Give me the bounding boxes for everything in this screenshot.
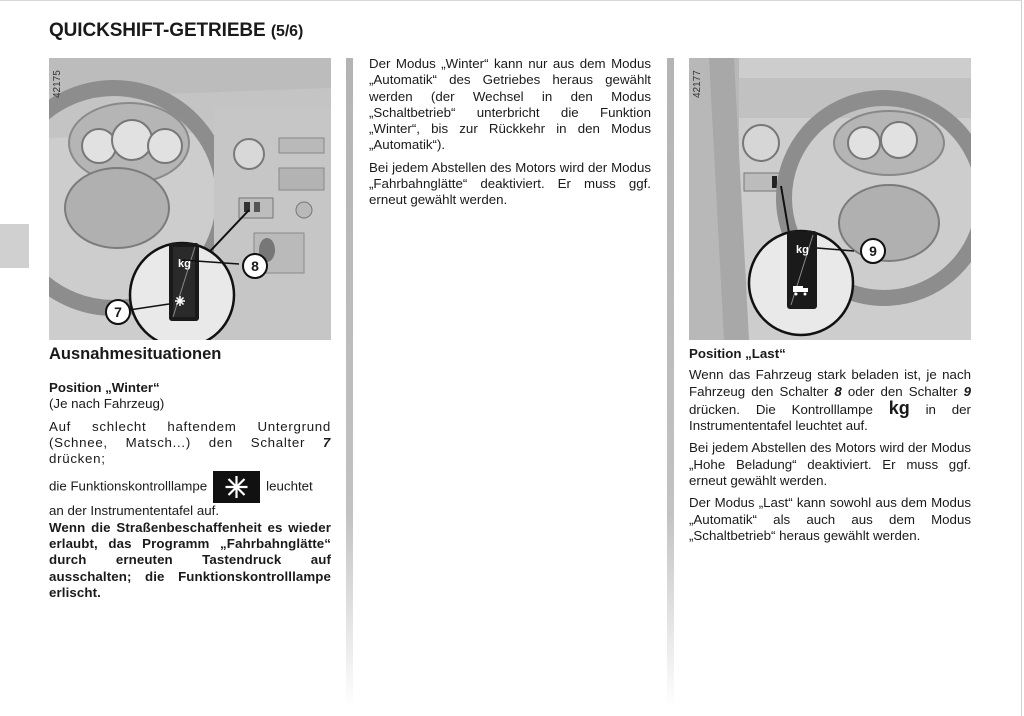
kg-label-left: kg bbox=[178, 258, 191, 270]
kg-label-right: kg bbox=[796, 244, 809, 256]
switch-number-9: 9 bbox=[963, 383, 971, 399]
switch-number-7: 7 bbox=[322, 434, 331, 450]
winter-para1-a: Auf schlecht haftendem Untergrund (Schnee, Matsch...) den Schalter bbox=[49, 418, 331, 450]
page-title bbox=[49, 20, 303, 42]
last-para2: Bei jedem Abstellen des Motors wird der Modus „Hohe Beladung“ deaktiviert. Er muss ggf. erneut gewählt werden. bbox=[689, 440, 971, 489]
page-indicator: (5/6) bbox=[270, 23, 304, 40]
figure-dashboard-right bbox=[689, 58, 971, 340]
dashboard-illustration-right bbox=[689, 58, 971, 340]
last-title: Position „Last“ bbox=[689, 346, 786, 361]
winter-para2-c: an der Instrumententafel auf. bbox=[49, 503, 220, 519]
section-heading: Ausnahmesituationen bbox=[49, 345, 222, 363]
winter-para1 bbox=[49, 419, 331, 468]
callout-8: 8 bbox=[242, 253, 268, 279]
column-divider-right bbox=[667, 58, 674, 708]
middle-column-text bbox=[369, 56, 651, 209]
chapter-thumb-tab bbox=[0, 224, 29, 268]
kg-icon: kg bbox=[888, 397, 910, 418]
winter-para2 bbox=[49, 471, 331, 503]
winter-subtitle: (Je nach Fahrzeug) bbox=[49, 396, 165, 412]
middle-para2: Bei jedem Abstellen des Motors wird der Modus „Fahrbahnglätte“ deaktiviert. Er muss ggf. erneut gewählt werden. bbox=[369, 159, 651, 208]
snowflake-icon bbox=[213, 471, 260, 503]
middle-para1: Der Modus „Winter“ kann nur aus dem Modus „Automatik“ des Getriebes heraus gewählt werden (der Wechsel in den Modus „Schaltbetrieb“ unterbricht die Funktion „Winter“, bis zur Rückkehr in den Modus „Automatik“). bbox=[369, 56, 651, 153]
figure-id-right: 42177 bbox=[692, 70, 703, 98]
winter-para1-b: drücken; bbox=[49, 451, 106, 467]
last-para1-b: oder den Schalter bbox=[841, 383, 964, 399]
figure-dashboard-left bbox=[49, 58, 331, 340]
page-top-edge bbox=[0, 0, 1022, 1]
page-title-text: QUICKSHIFT-GETRIEBE bbox=[49, 20, 266, 41]
figure-id-left: 42175 bbox=[52, 70, 63, 98]
winter-title: Position „Winter“ bbox=[49, 380, 160, 395]
page-right-edge bbox=[1021, 0, 1022, 716]
snowflake-icon bbox=[175, 296, 185, 306]
callout-9: 9 bbox=[860, 238, 886, 264]
dashboard-illustration-left bbox=[49, 58, 331, 340]
right-column-text bbox=[689, 346, 971, 544]
winter-para2-b: leuchtet bbox=[266, 479, 313, 494]
last-para1-c: drücken. Die Kontrolllampe bbox=[689, 401, 889, 417]
callout-7: 7 bbox=[105, 299, 131, 325]
last-para3: Der Modus „Last“ kann sowohl aus dem Modus „Automatik“ als auch aus dem Modus „Schaltbetrieb“ heraus gewählt werden. bbox=[689, 495, 971, 543]
column-divider-left bbox=[346, 58, 353, 708]
winter-para2-a: die Funktionskontrolllampe bbox=[49, 479, 208, 494]
last-para1-d: in der Instrumententafel leuchtet auf. bbox=[689, 401, 971, 434]
last-para1 bbox=[689, 367, 971, 434]
left-column-text bbox=[49, 380, 331, 601]
winter-bold-para: Wenn die Straßenbeschaffenheit es wieder erlaubt, das Programm „Fahrbahnglätte“ durch erneuten Tastendruck auf ausschalten; die Funktionskontrolllampe erlischt. bbox=[49, 519, 331, 600]
switch-number-8: 8 bbox=[834, 383, 842, 399]
last-para1-a: Wenn das Fahrzeug stark beladen ist, je nach Fahrzeug den Schalter bbox=[689, 367, 971, 399]
